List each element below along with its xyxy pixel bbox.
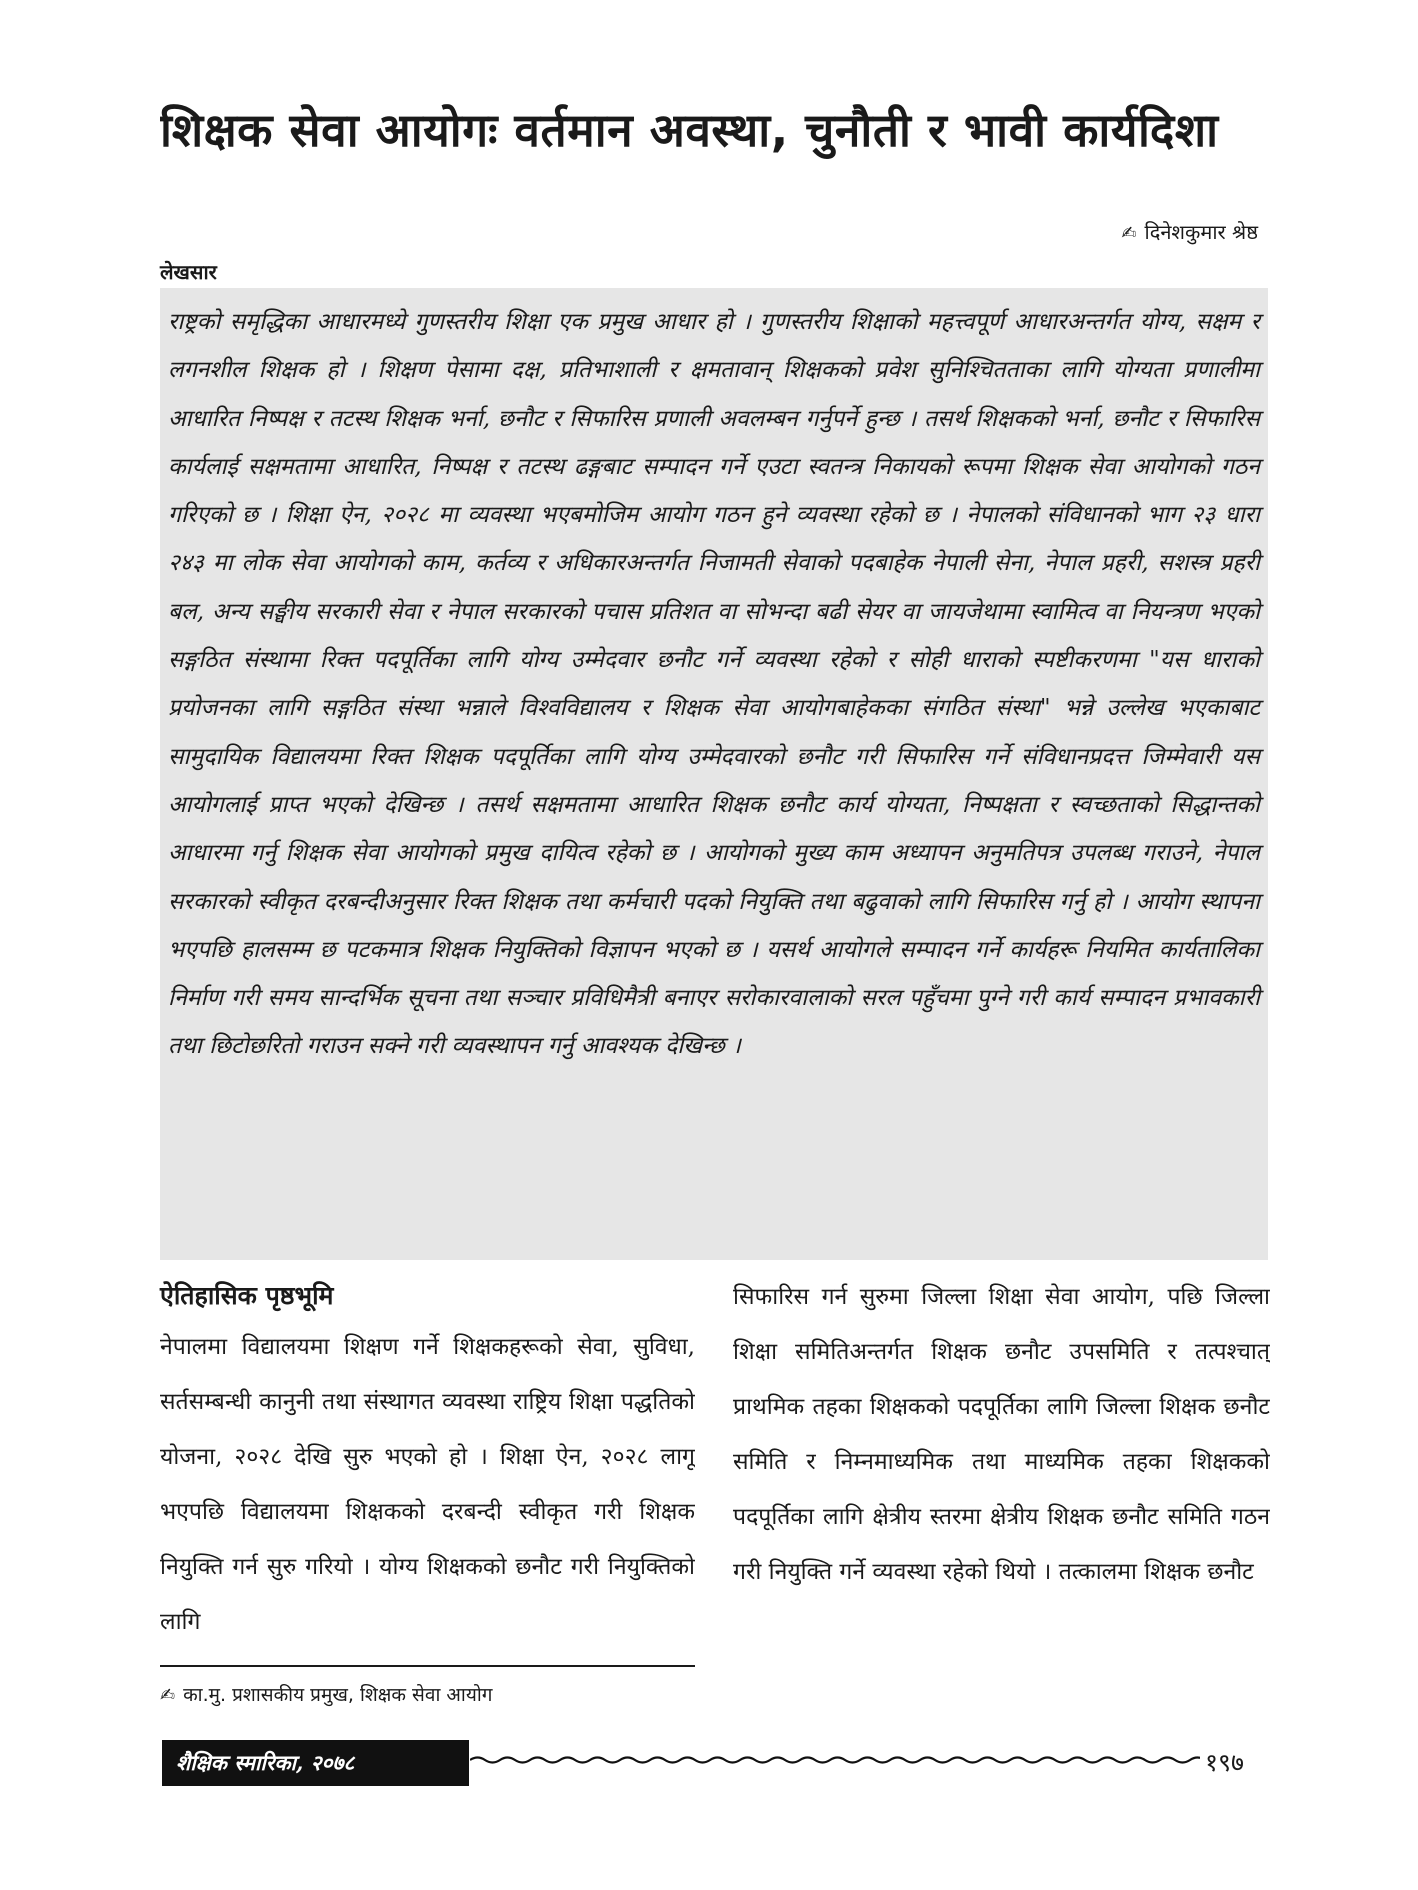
abstract-label: लेखसार [160, 260, 217, 284]
wavy-divider [470, 1748, 1200, 1772]
footnote [160, 1681, 492, 1707]
pen-icon: ✍ [1121, 223, 1137, 244]
footnote-text: का.मु. प्रशासकीय प्रमुख, शिक्षक सेवा आयोग [183, 1684, 493, 1706]
journal-name-badge: शैक्षिक स्मारिका, २०७८ [162, 1740, 469, 1786]
author-name: दिनेशकुमार श्रेष्ठ [1144, 220, 1258, 244]
body-column-right: सिफारिस गर्न सुरुमा जिल्ला शिक्षा सेवा आयोग, पछि जिल्ला शिक्षा समितिअन्तर्गत शिक्षक छनौट उपसमिति र तत्पश्चात् प्राथमिक तहका शिक्षकको पदपूर्तिका लागि जिल्ला शिक्षक छनौट समिति र निम्नमाध्यमिक तथा माध्यमिक तहका शिक्षकको पदपूर्तिका लागि क्षेत्रीय स्तरमा क्षेत्रीय शिक्षक छनौट समिति गठन गरी नियुक्ति गर्ने व्यवस्था रहेको थियो । तत्कालमा शिक्षक छनौट [733, 1284, 1270, 1585]
body-column-left: नेपालमा विद्यालयमा शिक्षण गर्ने शिक्षकहरूको सेवा, सुविधा, सर्तसम्बन्धी कानुनी तथा संस्थागत व्यवस्था राष्ट्रिय शिक्षा पद्धतिको योजना, २०२८ देखि सुरु भएको हो । शिक्षा ऐन, २०२८ लागू भएपछि विद्यालयमा शिक्षकको दरबन्दी स्वीकृत गरी शिक्षक नियुक्ति गर्न सुरु गरियो । योग्य शिक्षकको छनौट गरी नियुक्तिको लागि [160, 1334, 695, 1635]
article-title: शिक्षक सेवा आयोगः वर्तमान अवस्था, चुनौती र भावी कार्यदिशा [160, 103, 1219, 157]
pen-icon: ✍ [160, 1685, 176, 1706]
page-number: १९७ [1205, 1748, 1245, 1777]
author-byline [1121, 218, 1258, 245]
section-heading: ऐतिहासिक पृष्ठभूमि [160, 1281, 334, 1310]
footnote-divider [160, 1665, 695, 1667]
abstract-box: राष्ट्रको समृद्धिका आधारमध्ये गुणस्तरीय शिक्षा एक प्रमुख आधार हो । गुणस्तरीय शिक्षाको महत्त्वपूर्ण आधारअन्तर्गत योग्य, सक्षम र लगनशील शिक्षक हो । शिक्षण पेसामा दक्ष, प्रतिभाशाली र क्षमतावान् शिक्षकको प्रवेश सुनिश्चितताका लागि योग्यता प्रणालीमा आधारित निष्पक्ष र तटस्थ शिक्षक भर्ना, छनौट र सिफारिस प्रणाली अवलम्बन गर्नुपर्ने हुन्छ । तसर्थ शिक्षकको भर्ना, छनौट र सिफारिस कार्यलाई सक्षमतामा आधारित, निष्पक्ष र तटस्थ ढङ्गबाट सम्पादन गर्ने एउटा स्वतन्त्र निकायको रूपमा शिक्षक सेवा आयोगको गठन गरिएको छ । शिक्षा ऐन, २०२८ मा व्यवस्था भएबमोजिम आयोग गठन हुने व्यवस्था रहेको छ । नेपालको संविधानको भाग २३ धारा २४३ मा लोक सेवा आयोगको काम, कर्तव्य र अधिकारअन्तर्गत निजामती सेवाको पदबाहेक नेपाली सेना, नेपाल प्रहरी, सशस्त्र प्रहरी बल, अन्य सङ्घीय सरकारी सेवा र नेपाल सरकारको पचास प्रतिशत वा सोभन्दा बढी सेयर वा जायजेथामा स्वामित्व वा नियन्त्रण भएको सङ्गठित संस्थामा रिक्त पदपूर्तिका लागि योग्य उम्मेदवार छनौट गर्ने व्यवस्था रहेको र सोही धाराको स्पष्टीकरणमा "यस धाराको प्रयोजनका लागि सङ्गठित संस्था भन्नाले विश्वविद्यालय र शिक्षक सेवा आयोगबाहेकका संगठित संस्था" भन्ने उल्लेख भएकाबाट सामुदायिक विद्यालयमा रिक्त शिक्षक पदपूर्तिका लागि योग्य उम्मेदवारको छनौट गरी सिफारिस गर्ने संविधानप्रदत्त जिम्मेवारी यस आयोगलाई प्राप्त भएको देखिन्छ । तसर्थ सक्षमतामा आधारित शिक्षक छनौट कार्य योग्यता, निष्पक्षता र स्वच्छताको सिद्धान्तको आधारमा गर्नु शिक्षक सेवा आयोगको प्रमुख दायित्व रहेको छ । आयोगको मुख्य काम अध्यापन अनुमतिपत्र उपलब्ध गराउने, नेपाल सरकारको स्वीकृत दरबन्दीअनुसार रिक्त शिक्षक तथा कर्मचारी पदको नियुक्ति तथा बढुवाको लागि सिफारिस गर्नु हो । आयोग स्थापना भएपछि हालसम्म छ पटकमात्र शिक्षक नियुक्तिको विज्ञापन भएको छ । यसर्थ आयोगले सम्पादन गर्ने कार्यहरू नियमित कार्यतालिका निर्माण गरी समय सान्दर्भिक सूचना तथा सञ्चार प्रविधिमैत्री बनाएर सरोकारवालाको सरल पहुँचमा पुग्ने गरी कार्य सम्पादन प्रभावकारी तथा छिटोछरितो गराउन सक्ने गरी व्यवस्थापन गर्नु आवश्यक देखिन्छ । [160, 288, 1268, 1260]
